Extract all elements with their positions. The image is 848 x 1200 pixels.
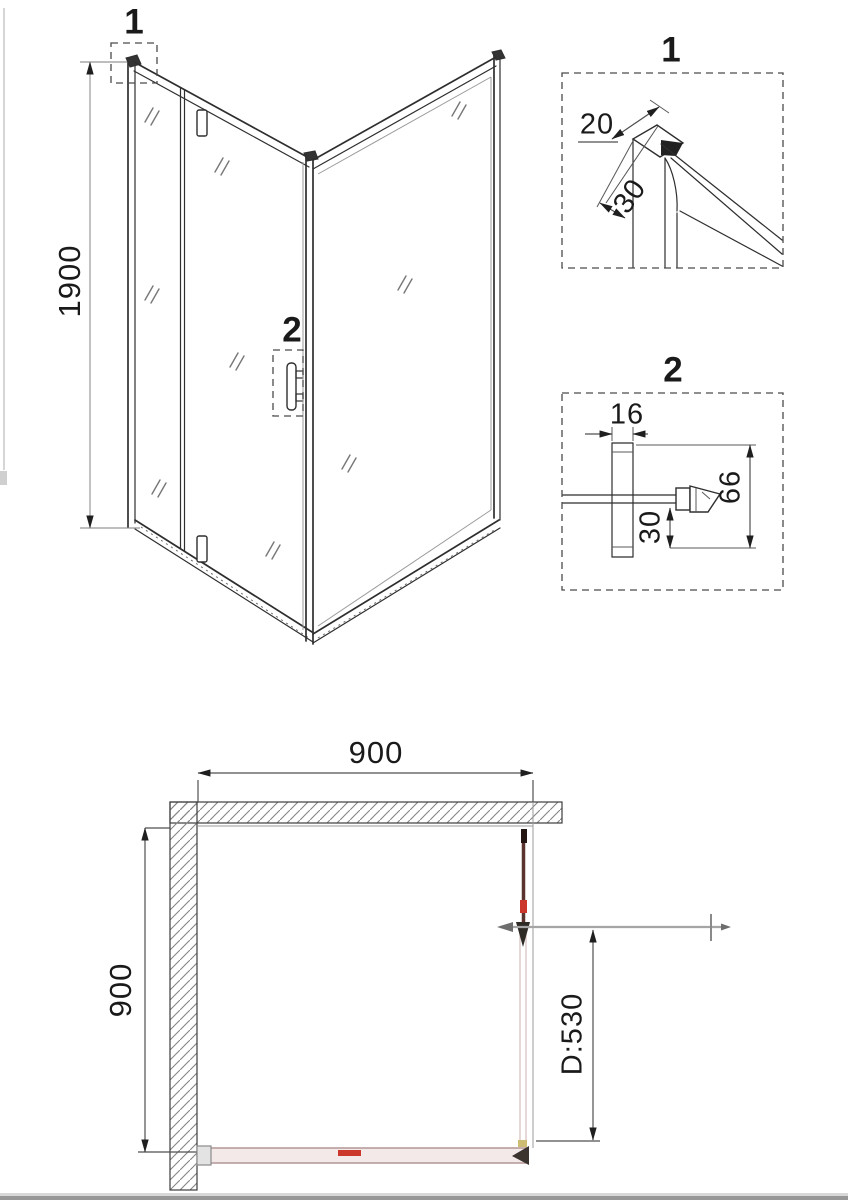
front-glass-panel bbox=[197, 1140, 529, 1165]
width-dimension-900 bbox=[198, 735, 533, 802]
detail-2-dim-16 bbox=[585, 399, 648, 441]
dimension-text-900-width: 900 bbox=[348, 735, 404, 771]
shine-mark bbox=[230, 353, 244, 370]
glass-inner-edge-top bbox=[318, 77, 491, 174]
scan-edge-blob bbox=[0, 471, 7, 485]
detail-2-dim-30 bbox=[635, 508, 670, 548]
axis-arrow-left bbox=[497, 922, 513, 932]
shine-mark bbox=[145, 108, 159, 125]
door-width-dimension-d530 bbox=[536, 930, 600, 1141]
dim-text-16: 16 bbox=[609, 398, 645, 431]
seal-marker-red bbox=[520, 900, 527, 913]
dimension-text-d530: D:530 bbox=[556, 992, 589, 1076]
plan-view bbox=[103, 735, 731, 1190]
bottom-rail-texture bbox=[141, 527, 309, 638]
shine-mark bbox=[215, 158, 229, 175]
pivot-axis bbox=[497, 914, 731, 941]
wall-profile-cap bbox=[521, 829, 527, 843]
handle-mount-top bbox=[296, 371, 303, 378]
shine-mark bbox=[266, 542, 280, 559]
height-dimension-1900 bbox=[52, 62, 140, 528]
bottom-divider-light bbox=[0, 1193, 848, 1196]
handle-mount-bottom bbox=[296, 394, 303, 401]
dimension-text-1900: 1900 bbox=[52, 244, 88, 318]
shine-mark bbox=[342, 455, 356, 472]
door-panel-line bbox=[516, 829, 530, 1147]
detail-1-box bbox=[562, 73, 783, 268]
dim-text-30: 30 bbox=[606, 173, 653, 220]
shine-mark bbox=[452, 102, 466, 119]
glass-inner-edge-bottom bbox=[318, 510, 491, 626]
shine-mark bbox=[398, 276, 412, 293]
dim-text-66: 66 bbox=[714, 469, 747, 505]
pivot-marker bbox=[516, 922, 530, 947]
shine-mark bbox=[145, 286, 159, 303]
detail-1-label: 1 bbox=[661, 30, 681, 70]
bottom-divider-dark bbox=[0, 1196, 848, 1200]
shine-mark bbox=[152, 480, 166, 497]
callout-label-2: 2 bbox=[282, 310, 302, 350]
glass-panel-band bbox=[199, 1148, 527, 1163]
right-wall-panel bbox=[313, 50, 505, 643]
dim-text-30: 30 bbox=[634, 509, 667, 545]
bottom-rail-texture bbox=[318, 529, 496, 638]
axis-arrow-right bbox=[721, 924, 731, 931]
corner-accent-olive bbox=[518, 1140, 527, 1147]
door-top-pivot-hinge bbox=[197, 110, 207, 136]
door-handle bbox=[287, 363, 296, 410]
handle-section-base bbox=[676, 488, 690, 510]
dim-text-20: 20 bbox=[579, 108, 615, 141]
wall-left bbox=[170, 802, 197, 1190]
detail-view-2 bbox=[562, 350, 783, 590]
callout-label-1: 1 bbox=[124, 2, 144, 42]
wall-connector-left bbox=[197, 1146, 211, 1165]
detail-2-label: 2 bbox=[663, 350, 683, 390]
detail-1-dim-30 bbox=[600, 173, 653, 219]
detail-view-1 bbox=[562, 30, 783, 268]
corner-post bbox=[303, 151, 318, 644]
isometric-view bbox=[52, 2, 505, 644]
wall-top bbox=[170, 802, 562, 823]
profile-curve bbox=[665, 158, 677, 211]
center-marker-red bbox=[338, 1150, 361, 1156]
dimension-text-900-depth: 900 bbox=[103, 962, 139, 1018]
door-bottom-pivot-hinge bbox=[197, 536, 207, 562]
